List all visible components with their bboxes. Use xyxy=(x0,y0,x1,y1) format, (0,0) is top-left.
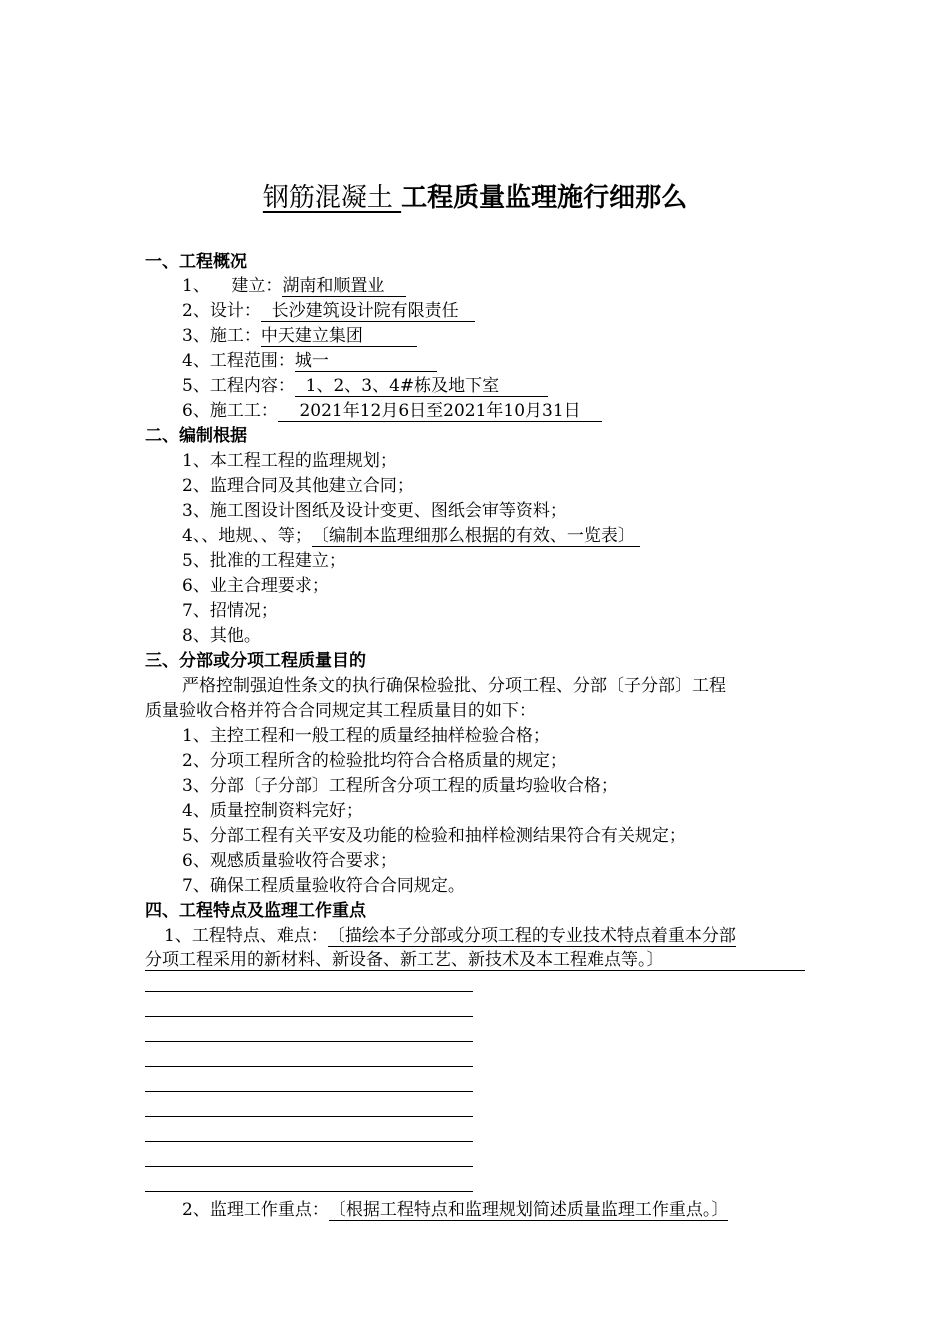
quality-list-item: 1、主控工程和一般工程的质量经抽样检验合格； xyxy=(182,726,550,746)
features-item-note: 分项工程采用的新材料、新设备、新工艺、新技术及本工程难点等。〕 xyxy=(145,950,805,971)
overview-item-label: 2、设计： xyxy=(182,301,261,321)
overview-item-content xyxy=(182,374,548,398)
blank-answer-line[interactable] xyxy=(145,1141,473,1142)
blank-answer-line[interactable] xyxy=(145,1166,473,1167)
features-item-note-continued xyxy=(145,948,805,972)
section-heading-overview: 一、工程概况 xyxy=(145,252,247,272)
blank-answer-line[interactable] xyxy=(145,991,473,992)
basis-list-item: 2、监理合同及其他建立合同； xyxy=(182,476,414,496)
basis-list-item: 8、其他。 xyxy=(182,626,261,646)
overview-item-client xyxy=(182,274,406,298)
basis-list-item: 6、业主合理要求； xyxy=(182,576,329,596)
page-title xyxy=(0,178,950,218)
overview-item-value: 长沙建筑设计院有限责任 xyxy=(260,301,475,321)
blank-answer-line[interactable] xyxy=(145,1041,473,1042)
title-main: 工程质量监理施行细那么 xyxy=(401,183,688,213)
basis-list-item: 1、本工程工程的监理规划； xyxy=(182,451,397,471)
features-item-difficulties xyxy=(164,924,736,948)
quality-list-item: 5、分部工程有关平安及功能的检验和抽样检测结果符合有关规定； xyxy=(182,826,686,846)
title-subject: 钢筋混凝土 xyxy=(262,183,402,213)
overview-item-schedule xyxy=(182,399,602,423)
overview-item-value: 城一 xyxy=(294,351,437,371)
features-item-label: 1、工程特点、难点： xyxy=(164,926,328,946)
overview-item-label: 4、工程范围： xyxy=(182,351,295,371)
basis-item-text: 4、、地规、、等； xyxy=(182,526,312,546)
overview-item-value: 1、2、3、4#栋及地下室 xyxy=(294,376,548,396)
section-heading-basis: 二、编制根据 xyxy=(145,426,247,446)
basis-list-item: 7、招情况； xyxy=(182,601,278,621)
quality-list-item: 6、观感质量验收符合要求； xyxy=(182,851,397,871)
blank-answer-line[interactable] xyxy=(145,1191,473,1192)
features-item-note: 〔根据工程特点和监理规划简述质量监理工作重点。〕 xyxy=(328,1200,729,1220)
quality-list-item: 7、确保工程质量验收符合合同规定。 xyxy=(182,876,465,896)
overview-item-label: 1、 建立： xyxy=(182,276,283,296)
quality-list-item: 3、分部〔子分部〕工程所含分项工程的质量均验收合格； xyxy=(182,776,618,796)
features-item-note: 〔描绘本子分部或分项工程的专业技术特点着重本分部 xyxy=(327,926,736,946)
quality-intro-line: 质量验收合格并符合合同规定其工程质量目的如下： xyxy=(145,701,536,721)
basis-list-item: 3、施工图设计图纸及设计变更、图纸会审等资料； xyxy=(182,501,567,521)
blank-answer-line[interactable] xyxy=(145,1091,473,1092)
overview-item-label: 3、施工： xyxy=(182,326,261,346)
section-heading-quality-goals: 三、分部或分项工程质量目的 xyxy=(145,651,366,671)
overview-item-design xyxy=(182,299,475,323)
quality-list-item: 2、分项工程所含的检验批均符合合格质量的规定； xyxy=(182,751,567,771)
blank-answer-line[interactable] xyxy=(145,1016,473,1017)
overview-item-value: 湖南和顺置业 xyxy=(282,276,407,296)
basis-list-item xyxy=(182,524,640,548)
overview-item-value: 2021年12月6日至2021年10月31日 xyxy=(277,401,603,421)
features-item-supervision-focus xyxy=(182,1198,728,1222)
quality-intro-line: 严格控制强迫性条文的执行确保检验批、分项工程、分部〔子分部〕工程 xyxy=(182,676,726,696)
overview-item-label: 6、施工工： xyxy=(182,401,278,421)
basis-list-item: 5、批准的工程建立； xyxy=(182,551,346,571)
features-item-label: 2、监理工作重点： xyxy=(182,1200,329,1220)
overview-item-scope xyxy=(182,349,437,373)
overview-item-label: 5、工程内容： xyxy=(182,376,295,396)
basis-item-note: 〔编制本监理细那么根据的有效、一览表〕 xyxy=(311,526,641,546)
quality-list-item: 4、质量控制资料完好； xyxy=(182,801,363,821)
section-heading-features: 四、工程特点及监理工作重点 xyxy=(145,901,366,921)
blank-answer-line[interactable] xyxy=(145,1066,473,1067)
overview-item-construction xyxy=(182,324,417,348)
blank-answer-line[interactable] xyxy=(145,1116,473,1117)
overview-item-value: 中天建立集团 xyxy=(260,326,417,346)
